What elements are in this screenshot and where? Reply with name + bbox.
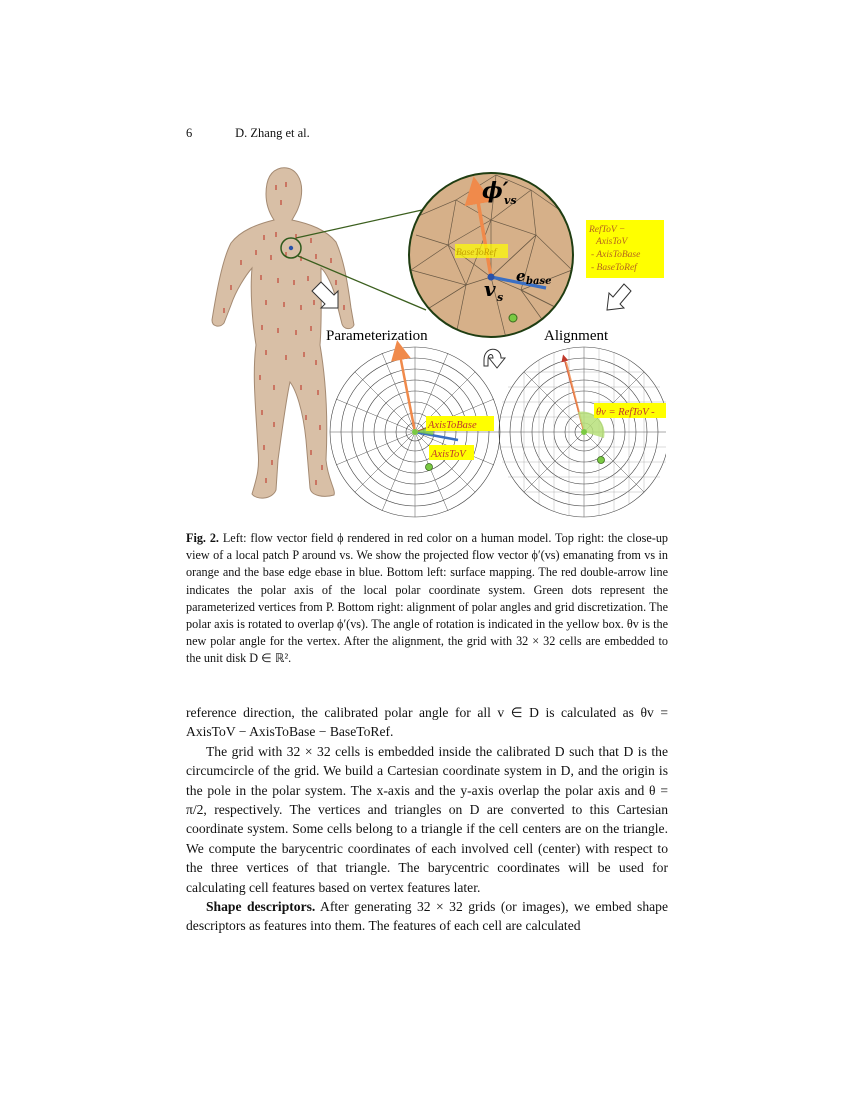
formula-line-1: RefToV − — [589, 225, 626, 235]
paragraph-3-text: After generating 32 × 32 grids (or images), we embed shape descriptors as features into them. The features of each cell are calculated — [186, 899, 668, 934]
phi-label: ϕ′ — [482, 178, 509, 204]
paragraph-3 — [186, 897, 668, 936]
rotate-arrow-icon — [484, 349, 505, 368]
running-authors: D. Zhang et al. — [235, 126, 310, 140]
figure-2 — [186, 160, 666, 525]
polar-disk-alignment — [499, 347, 666, 517]
parameterization-label: Parameterization — [326, 328, 428, 344]
formula-line-2: AxisToV — [596, 237, 628, 247]
zoom-line-top — [296, 208, 431, 238]
page-header — [186, 126, 310, 141]
ebase-label: e — [516, 267, 526, 285]
alignment-label: Alignment — [544, 328, 609, 344]
vs-label: v — [484, 277, 496, 301]
paragraph-1: reference direction, the calibrated polar angle for all v ∈ D is calculated as θv = AxisToV − AxisToBase − BaseToRef. — [186, 705, 668, 740]
axis-to-v-label: AxisToV — [431, 449, 466, 460]
figure-caption — [186, 530, 668, 668]
polar-disk-parameterization — [330, 347, 500, 517]
theta-v-label: θv = RefToV - — [596, 407, 655, 418]
page-number: 6 — [186, 126, 193, 140]
base-to-ref-label: BaseToRef — [456, 248, 497, 258]
formula-line-3: - AxisToBase — [591, 250, 641, 260]
arrow-to-alignment-icon — [607, 284, 631, 310]
body-text — [186, 703, 668, 936]
caption-label: Fig. 2. — [186, 531, 219, 545]
vs-subscript: s — [497, 291, 504, 304]
figure-canvas — [186, 160, 666, 525]
formula-line-4: - BaseToRef — [591, 263, 637, 273]
axis-to-base-label: AxisToBase — [428, 420, 477, 431]
shape-descriptors-heading: Shape descriptors. — [206, 899, 316, 915]
ebase-subscript: base — [526, 276, 552, 287]
phi-subscript: vs — [504, 194, 517, 207]
caption-text: Left: flow vector field ϕ rendered in red color on a human model. Top right: the close-up view of a local patch P around vs. We show the projected flow vector ϕ′(vs) emanating from vs in orange and the base edge ebase in blue. Bottom left: surface mapping. The red double-arrow line indicates the polar axis of the local polar coordinate system. Green dots represent the parameterized vertices from P. Bottom right: alignment of polar angles and grid discretization. The polar axis is rotated to overlap ϕ′(vs). The angle of rotation is indicated in the yellow box. θv is the new polar angle for the vertex. After the alignment, the grid with 32 × 32 cells are embedded to the unit disk D ∈ ℝ². — [186, 531, 669, 666]
paragraph-2: The grid with 32 × 32 cells is embedded inside the calibrated D such that D is the circumcircle of the grid. We build a Cartesian coordinate system in D, and the origin is the pole in the polar system. The x-axis and the y-axis overlap the polar axis and θ = π/2, respectively. The vertices and triangles on D are converted to this Cartesian coordinate system. Some cells belong to a triangle if the cell centers are on the triangle. We compute the barycentric coordinates of each involved cell (center) with respect to the three vertices of that triangle. The barycentric coordinates will be used for calculating cell features based on vertex features later. — [186, 743, 668, 895]
